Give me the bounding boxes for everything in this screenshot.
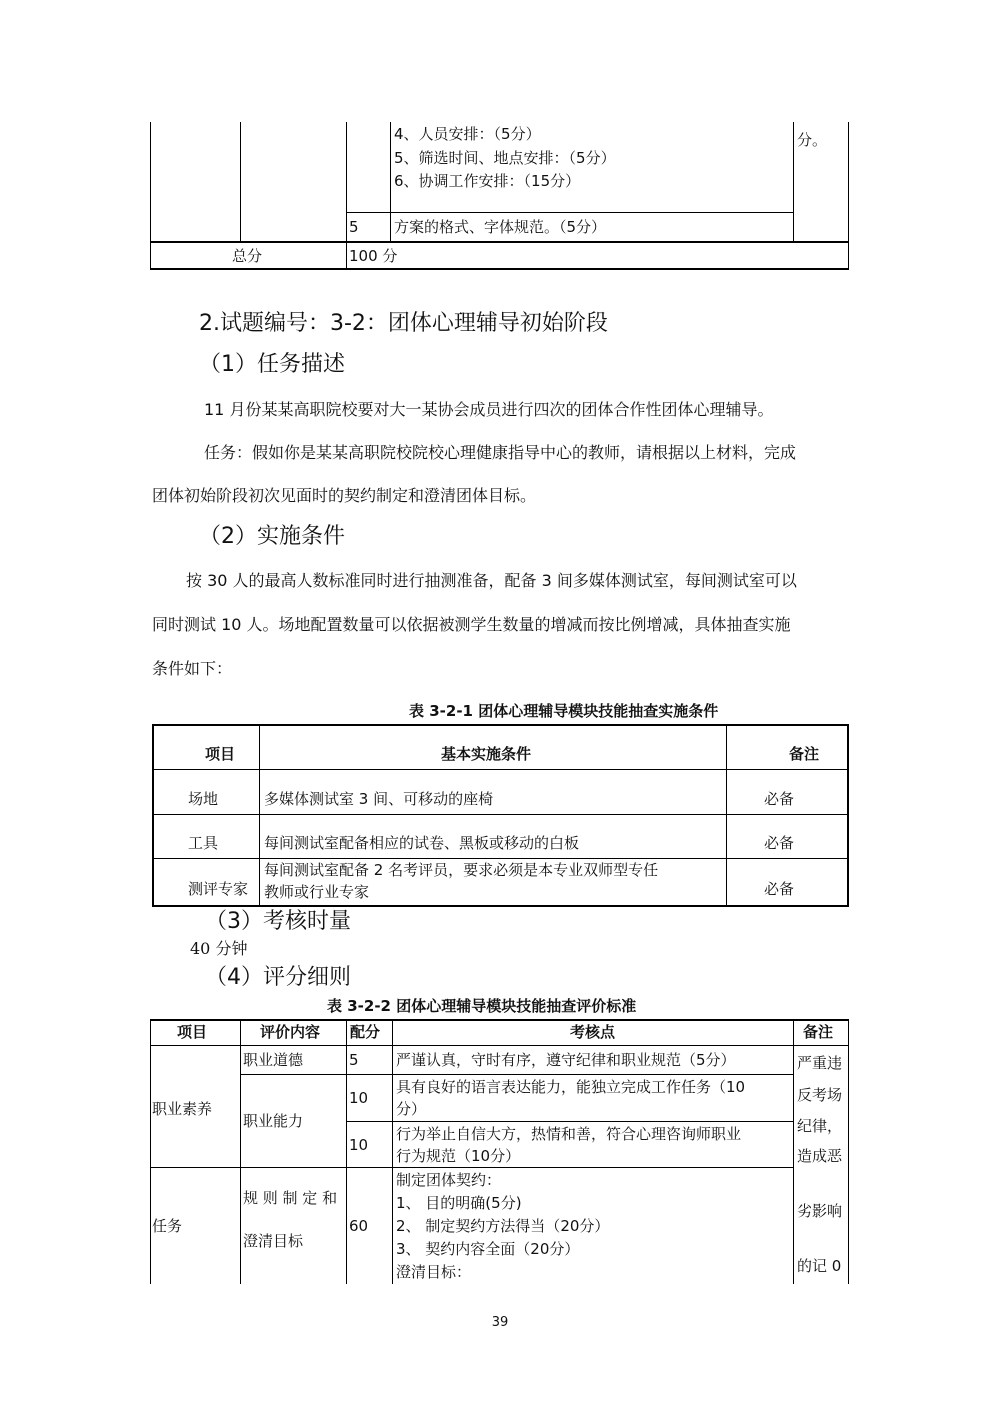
crit-ethics-content: 职业道德	[243, 1051, 304, 1069]
task-paragraph-2a: 任务：假如你是某某高职院校院校心理健康指导中心的教师，请根据以上材料，完成	[204, 443, 797, 462]
subheading-conditions: （2）实施条件	[199, 524, 345, 549]
crit-task-point-1: 1、 目的明确(5分)	[396, 1194, 522, 1212]
crit-ability-point-a2: 分）	[396, 1100, 427, 1118]
crit-task-point-2: 2、 制定契约方法得当（20分）	[396, 1217, 610, 1235]
crit-ability-point-b2: 行为规范（10分）	[396, 1147, 521, 1165]
note-tail: 分。	[797, 131, 828, 149]
crit-task-point-0: 制定团体契约：	[396, 1171, 502, 1189]
crit-ethics-score: 5	[349, 1051, 359, 1069]
task-paragraph-2b: 团体初始阶段初次见面时的契约制定和澄清团体目标。	[152, 486, 537, 505]
cond-row-tools-item: 工具	[188, 834, 219, 852]
total-value: 100 分	[349, 247, 398, 265]
subheading-scoring: （4）评分细则	[205, 965, 351, 990]
crit-task-point-3: 3、 契约内容全面（20分）	[396, 1240, 580, 1258]
task-paragraph-1: 11 月份某某高职院校要对大一某协会成员进行四次的团体合作性团体心理辅导。	[204, 400, 774, 419]
cond-header-condition: 基本实施条件	[441, 745, 532, 763]
crit-note-line-4: 造成恶	[797, 1147, 843, 1165]
cond-row-experts-item: 测评专家	[188, 880, 249, 898]
crit-ability-point-b1: 行为举止自信大方，热情和善，符合心理咨询师职业	[396, 1125, 742, 1143]
crit-note-line-3: 纪律，	[797, 1117, 843, 1135]
format-score: 5	[349, 218, 359, 236]
crit-task-score: 60	[349, 1217, 369, 1235]
cond-header-note: 备注	[789, 745, 820, 763]
crit-task-content-2: 澄清目标	[243, 1232, 304, 1250]
crit-header-content: 评价内容	[260, 1023, 321, 1041]
crit-note-line-5: 劣影响	[797, 1202, 843, 1220]
crit-header-score: 配分	[350, 1023, 381, 1041]
cond-row-tools-note: 必备	[764, 834, 795, 852]
crit-ability-content: 职业能力	[243, 1112, 304, 1130]
plan-item-5: 5、筛选时间、地点安排：（5分）	[394, 149, 616, 167]
crit-note-line-2: 反考场	[797, 1086, 843, 1104]
crit-group-task: 任务	[152, 1217, 183, 1235]
page-number: 39	[491, 1315, 509, 1330]
conditions-paragraph-3: 条件如下：	[152, 659, 233, 678]
format-item: 方案的格式、字体规范。（5分）	[394, 218, 607, 236]
crit-ability-point-a1: 具有良好的语言表达能力，能独立完成工作任务（10	[396, 1078, 746, 1096]
cond-row-venue-item: 场地	[188, 790, 219, 808]
subheading-duration: （3）考核时量	[205, 909, 351, 934]
crit-header-note: 备注	[803, 1023, 834, 1041]
crit-task-content-1: 规 则 制 定 和	[243, 1189, 338, 1207]
crit-header-item: 项目	[177, 1023, 208, 1041]
conditions-paragraph-1: 按 30 人的最高人数标准同时进行抽测准备，配备 3 间多媒体测试室，每间测试室可以	[186, 571, 797, 590]
cond-row-venue-note: 必备	[764, 790, 795, 808]
crit-note-line-1: 严重违	[797, 1054, 843, 1072]
conditions-paragraph-2: 同时测试 10 人。场地配置数量可以依据被测学生数量的增减而按比例增减，具体抽查实施	[152, 615, 791, 634]
cond-row-experts-note: 必备	[764, 880, 795, 898]
section-heading: 2.试题编号：3-2：团体心理辅导初始阶段	[199, 311, 608, 336]
crit-ability-score-a: 10	[349, 1089, 369, 1107]
criteria-table-caption: 表 3-2-2 团体心理辅导模块技能抽查评价标准	[327, 997, 637, 1015]
plan-item-6: 6、协调工作安排：（15分）	[394, 172, 581, 190]
cond-row-tools-cond: 每间测试室配备相应的试卷、黑板或移动的白板	[264, 834, 580, 852]
crit-group-professional: 职业素养	[152, 1100, 213, 1118]
cond-row-venue-cond: 多媒体测试室 3 间、可移动的座椅	[264, 790, 494, 808]
cond-header-item: 项目	[205, 745, 236, 763]
conditions-table-caption: 表 3-2-1 团体心理辅导模块技能抽查实施条件	[409, 702, 719, 720]
crit-ethics-point: 严谨认真，守时有序，遵守纪律和职业规范（5分）	[396, 1051, 736, 1069]
crit-ability-score-b: 10	[349, 1136, 369, 1154]
crit-task-point-4: 澄清目标：	[396, 1263, 472, 1281]
plan-item-4: 4、人员安排：（5分）	[394, 125, 541, 143]
subheading-task-description: （1）任务描述	[199, 352, 345, 377]
cond-row-experts-cond-2: 教师或行业专家	[264, 883, 370, 901]
crit-header-point: 考核点	[570, 1023, 616, 1041]
duration-value: 40 分钟	[190, 939, 248, 958]
total-label: 总分	[232, 247, 263, 265]
crit-note-line-6: 的记 0	[797, 1257, 842, 1275]
cond-row-experts-cond-1: 每间测试室配备 2 名考评员，要求必须是本专业双师型专任	[264, 861, 659, 879]
